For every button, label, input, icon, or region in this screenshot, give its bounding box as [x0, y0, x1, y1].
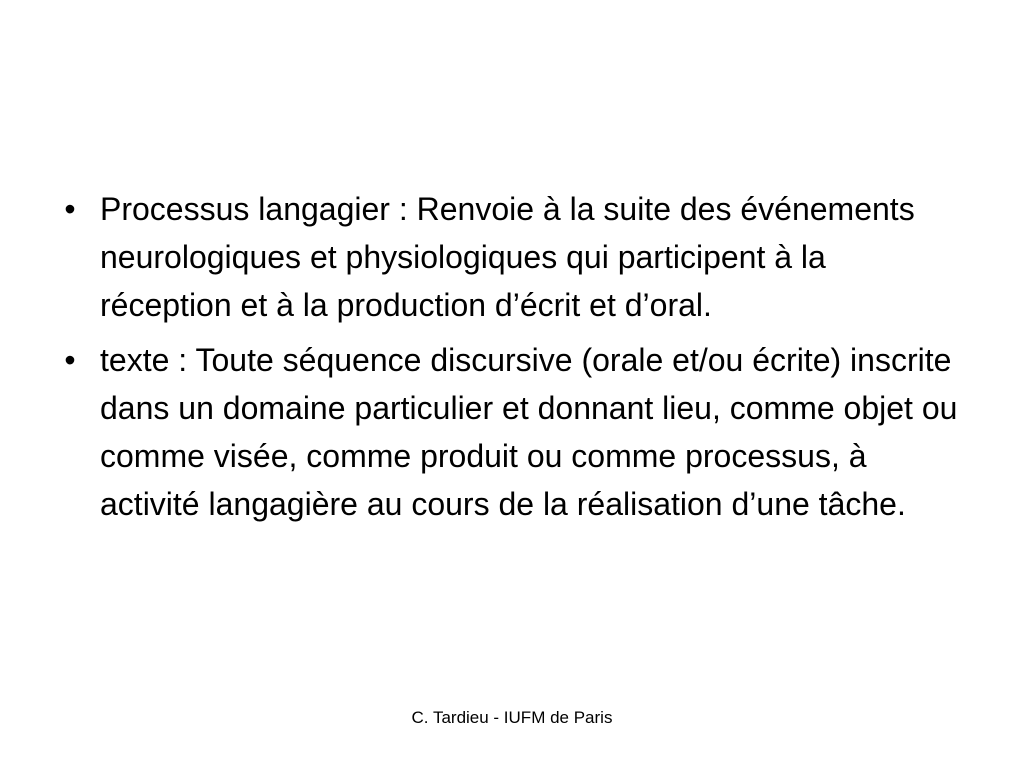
bullet-item-texte	[60, 336, 960, 528]
bullet-icon: •	[64, 342, 76, 378]
bullet-list	[60, 185, 960, 535]
bullet-item-processus	[60, 185, 960, 329]
bullet-text: Processus langagier : Renvoie à la suite des événements neurologiques et physiologiques qui participent à la réception et à la production d’écrit et d’oral.	[100, 191, 915, 323]
bullet-text: texte : Toute séquence discursive (orale et/ou écrite) inscrite dans un domaine particulier et donnant lieu, comme objet ou comme visée, comme produit ou comme processus, à activité langagière au cours de la réalisation d’une tâche.	[100, 342, 958, 522]
bullet-icon: •	[64, 191, 76, 227]
slide-footer	[0, 707, 1024, 729]
footer-text: C. Tardieu - IUFM de Paris	[411, 708, 613, 727]
